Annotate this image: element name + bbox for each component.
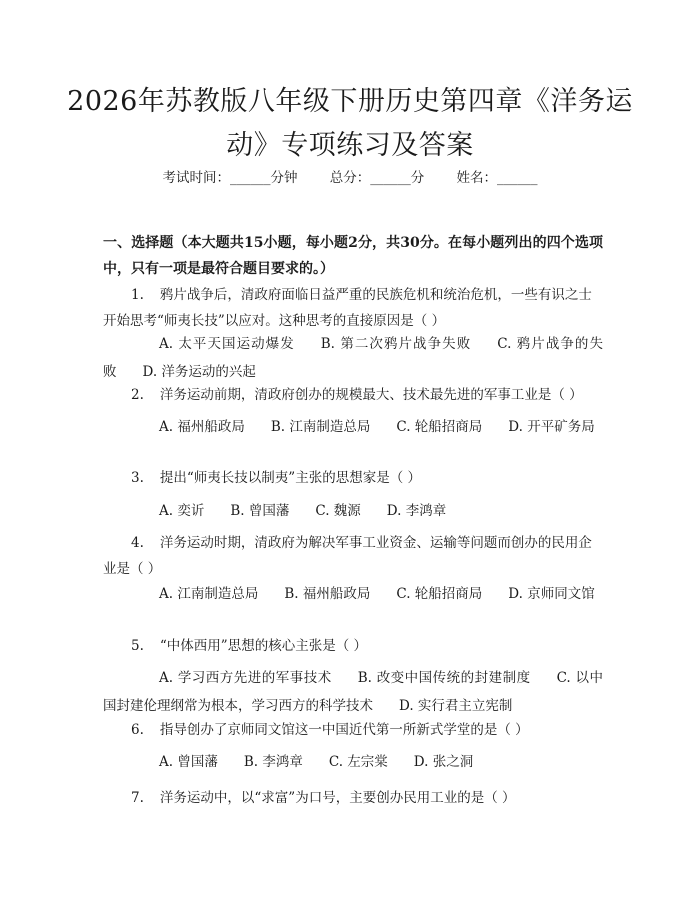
question-1 bbox=[103, 282, 603, 334]
option-b: B. 福州船政局 bbox=[284, 586, 371, 602]
section-heading: 一、选择题（本大题共15小题，每小题2分，共30分。在每小题列出的四个选项中，只有一项是最符合题目要求的。） bbox=[103, 235, 603, 277]
option-a: A. 江南制造总局 bbox=[159, 586, 259, 602]
question-number: 2. bbox=[131, 387, 144, 403]
option-d: D. 京师同文馆 bbox=[508, 586, 595, 602]
option-c: C. 鸦片战争的失败 bbox=[103, 336, 603, 380]
question-4-options bbox=[103, 580, 603, 608]
option-c: C. 魏源 bbox=[315, 503, 361, 519]
option-d: D. 李鸿章 bbox=[386, 503, 447, 519]
document-title: 2026年苏教版八年级下册历史第四章《洋务运动》专项练习及答案 bbox=[67, 86, 633, 161]
option-c: C. 以中国封建伦理纲常为根本，学习西方的科学技术 bbox=[103, 670, 603, 714]
question-4 bbox=[103, 530, 603, 582]
question-2 bbox=[103, 382, 603, 408]
question-number: 5. bbox=[131, 638, 144, 654]
option-d: D. 开平矿务局 bbox=[508, 419, 595, 435]
option-a: A. 福州船政局 bbox=[159, 419, 245, 435]
option-c: C. 左宗棠 bbox=[328, 754, 388, 770]
option-d: D. 张之洞 bbox=[413, 754, 474, 770]
option-c: C. 轮船招商局 bbox=[396, 419, 483, 435]
question-5-options bbox=[103, 664, 603, 720]
option-b: B. 曾国藩 bbox=[230, 503, 290, 519]
option-b: B. 第二次鸦片战争失败 bbox=[320, 336, 472, 352]
question-number: 6. bbox=[131, 722, 144, 738]
option-a: A. 太平天国运动爆发 bbox=[159, 336, 295, 352]
exam-time: 考试时间：______分钟 bbox=[162, 170, 298, 186]
question-7 bbox=[103, 785, 603, 811]
question-number: 3. bbox=[131, 470, 144, 486]
option-a: A. 学习西方先进的军事技术 bbox=[159, 670, 332, 686]
question-text: “中体西用”思想的核心主张是（ ） bbox=[159, 638, 367, 654]
question-number: 4. bbox=[131, 535, 144, 551]
question-text: 洋务运动时期，清政府为解决军事工业资金、运输等问题而创办的民用企业是（ ） bbox=[103, 535, 592, 577]
option-b: B. 改变中国传统的封建制度 bbox=[357, 670, 531, 686]
question-2-options bbox=[103, 413, 603, 441]
question-6 bbox=[103, 717, 603, 743]
question-1-options bbox=[103, 330, 603, 386]
exam-info bbox=[0, 168, 700, 188]
question-3-options bbox=[103, 497, 603, 525]
question-6-options bbox=[103, 748, 603, 776]
total-score: 总分：______分 bbox=[329, 170, 425, 186]
option-b: B. 江南制造总局 bbox=[270, 419, 371, 435]
question-3 bbox=[103, 465, 603, 491]
question-text: 指导创办了京师同文馆这一中国近代第一所新式学堂的是（ ） bbox=[159, 722, 529, 738]
option-b: B. 李鸿章 bbox=[243, 754, 303, 770]
option-d: D. 实行君主立宪制 bbox=[399, 698, 513, 714]
question-5 bbox=[103, 633, 603, 659]
option-d: D. 洋务运动的兴起 bbox=[142, 364, 256, 380]
option-a: A. 曾国藩 bbox=[159, 754, 218, 770]
question-text: 洋务运动前期，清政府创办的规模最大、技术最先进的军事工业是（ ） bbox=[159, 387, 583, 403]
option-a: A. 奕䜣 bbox=[159, 503, 205, 519]
question-text: 提出“师夷长技以制夷”主张的思想家是（ ） bbox=[159, 470, 421, 486]
question-number: 1. bbox=[131, 287, 144, 303]
question-text: 鸦片战争后，清政府面临日益严重的民族危机和统治危机，一些有识之士开始思考“师夷长技”以应对。这种思考的直接原因是（ ） bbox=[103, 287, 592, 329]
student-name: 姓名：______ bbox=[456, 170, 538, 186]
option-c: C. 轮船招商局 bbox=[396, 586, 483, 602]
question-text: 洋务运动中，以“求富”为口号，主要创办民用工业的是（ ） bbox=[159, 790, 516, 806]
question-number: 7. bbox=[131, 790, 144, 806]
